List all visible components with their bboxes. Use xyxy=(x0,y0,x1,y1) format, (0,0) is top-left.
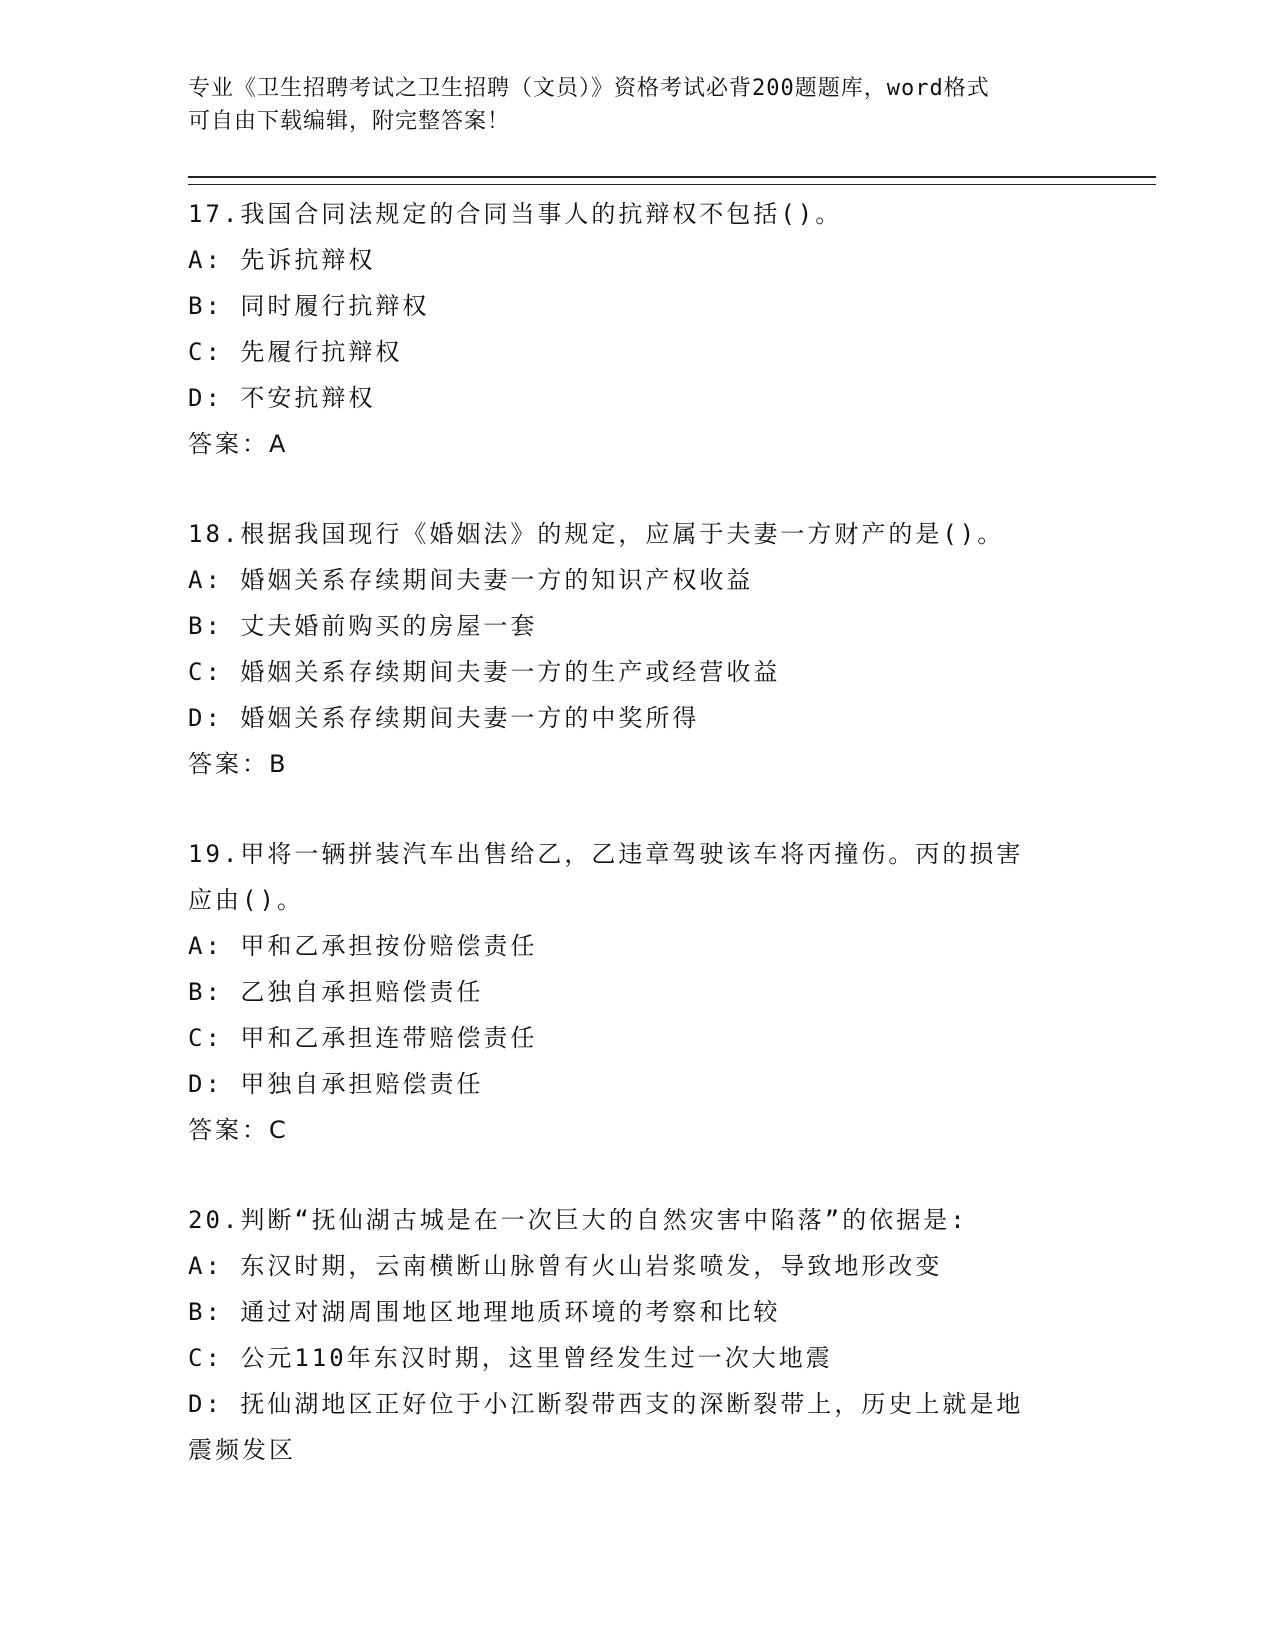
question-19 xyxy=(188,831,1158,1153)
option-c: C: 公元110年东汉时期，这里曾经发生过一次大地震 xyxy=(188,1344,833,1372)
question-stem: 18.根据我国现行《婚姻法》的规定，应属于夫妻一方财产的是()。 xyxy=(188,520,1005,548)
option-c: C: 先履行抗辩权 xyxy=(188,338,403,366)
question-spacer xyxy=(188,1153,1158,1197)
option-a: A: 先诉抗辩权 xyxy=(188,246,376,274)
document-page xyxy=(188,72,1158,1473)
question-18 xyxy=(188,511,1158,787)
header-line-2: 可自由下载编辑，附完整答案！ xyxy=(188,109,511,134)
option-d: D: 不安抗辩权 xyxy=(188,384,376,412)
question-17 xyxy=(188,191,1158,467)
option-b: B: 通过对湖周围地区地理地质环境的考察和比较 xyxy=(188,1298,781,1326)
answer-line: 答案：C xyxy=(188,1116,289,1144)
option-c: C: 婚姻关系存续期间夫妻一方的生产或经营收益 xyxy=(188,658,781,686)
question-stem: 17.我国合同法规定的合同当事人的抗辩权不包括()。 xyxy=(188,200,843,228)
question-20 xyxy=(188,1197,1158,1473)
option-d: D: 抚仙湖地区正好位于小江断裂带西支的深断裂带上，历史上就是地震频发区 xyxy=(188,1390,1024,1464)
header-divider xyxy=(188,176,1156,185)
question-stem: 19.甲将一辆拼装汽车出售给乙，乙违章驾驶该车将丙撞伤。丙的损害应由()。 xyxy=(188,840,1024,914)
question-stem: 20.判断“抚仙湖古城是在一次巨大的自然灾害中陷落”的依据是: xyxy=(188,1206,968,1234)
answer-line: 答案：B xyxy=(188,750,289,778)
question-spacer xyxy=(188,787,1158,831)
question-spacer xyxy=(188,467,1158,511)
option-c: C: 甲和乙承担连带赔偿责任 xyxy=(188,1024,538,1052)
option-b: B: 同时履行抗辩权 xyxy=(188,292,430,320)
answer-line: 答案：A xyxy=(188,430,289,458)
option-b: B: 乙独自承担赔偿责任 xyxy=(188,978,484,1006)
option-d: D: 婚姻关系存续期间夫妻一方的中奖所得 xyxy=(188,704,700,732)
option-d: D: 甲独自承担赔偿责任 xyxy=(188,1070,484,1098)
option-b: B: 丈夫婚前购买的房屋一套 xyxy=(188,612,538,640)
option-a: A: 东汉时期，云南横断山脉曾有火山岩浆喷发，导致地形改变 xyxy=(188,1252,943,1280)
option-a: A: 婚姻关系存续期间夫妻一方的知识产权收益 xyxy=(188,566,754,594)
header-line-1: 专业《卫生招聘考试之卫生招聘（文员）》资格考试必背200题题库，word格式 xyxy=(188,76,990,101)
option-a: A: 甲和乙承担按份赔偿责任 xyxy=(188,932,538,960)
document-header xyxy=(188,72,1158,138)
